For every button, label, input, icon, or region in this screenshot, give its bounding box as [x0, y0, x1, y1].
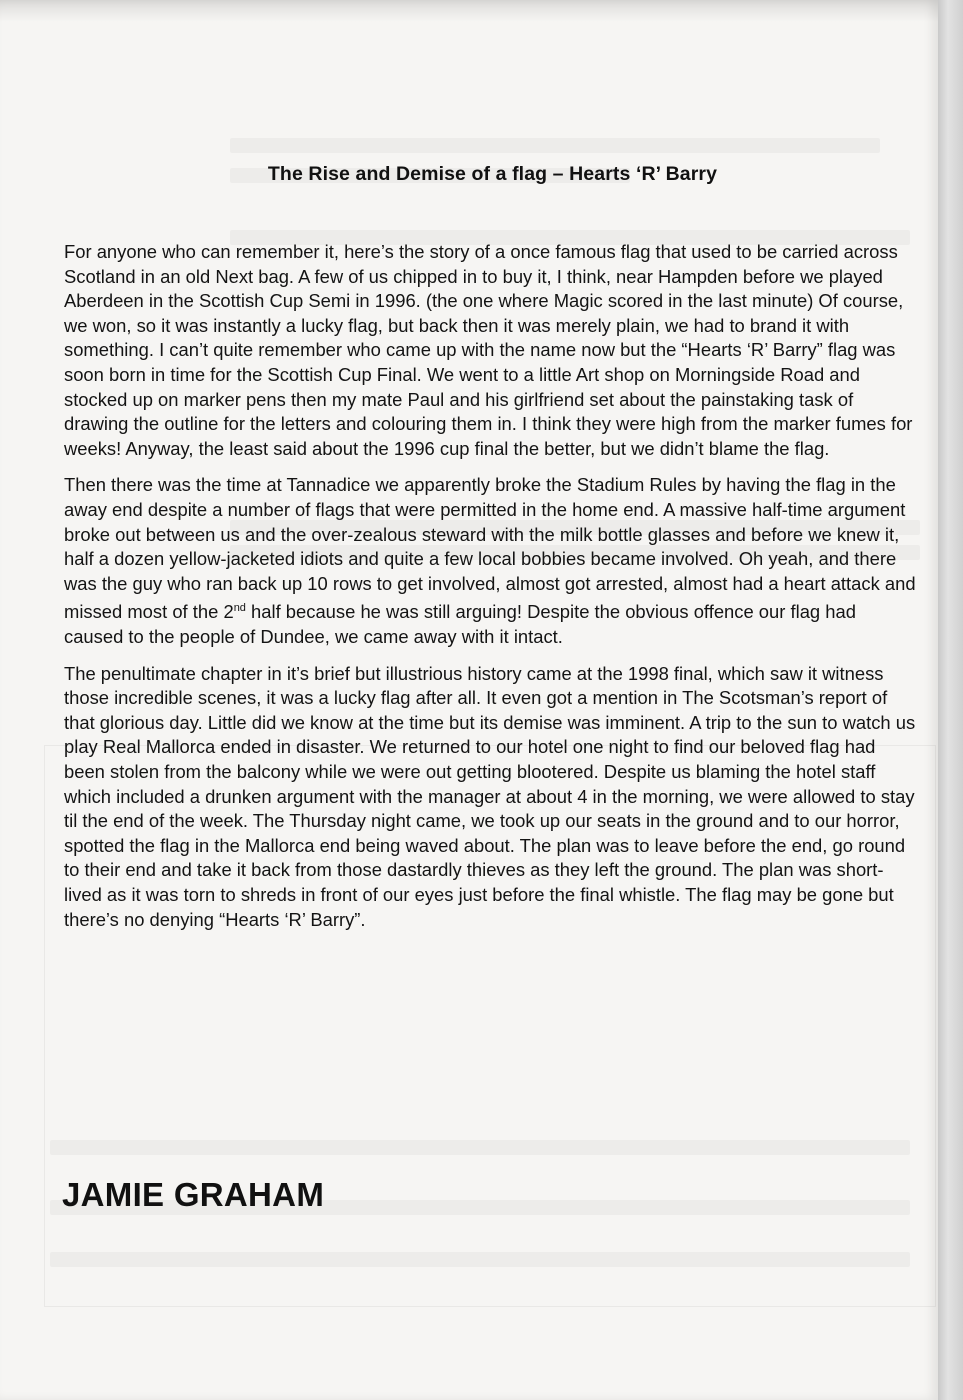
article-title: The Rise and Demise of a flag – Hearts ‘R’ Barry — [267, 163, 718, 186]
paragraph-2-text-after: half because he was still arguing! Despite the obvious offence our flag had caused to the people of Dundee, we came away with it intact. — [64, 601, 856, 648]
page-binding-edge — [938, 0, 963, 1400]
paragraph-2-text-before: Then there was the time at Tannadice we apparently broke the Stadium Rules by having the flag in the away end despite a number of flags that were permitted in the home end. A massive half-time argument broke out between us and the over-zealous steward with the milk bottle glasses and before we knew it, half a dozen yellow-jacketed idiots and quite a few local bobbies became involved. Oh yeah, and there was the guy who ran back up 10 rows to get involved, almost got arrested, almost had a heart attack and missed most of the 2 — [64, 474, 916, 623]
paragraph-1: For anyone who can remember it, here’s the story of a once famous flag that used to be carried across Scotland in an old Next bag. A few of us chipped in to buy it, I think, near Hampden before we played Aberdeen in the Scottish Cup Semi in 1996. (the one where Magic scored in the last minute) Of course, we won, so it was instantly a lucky flag, but back then it was merely plain, we had to brand it with something. I can’t quite remember who came up with the name now but the “Hearts ‘R’ Barry” flag was soon born in time for the Scottish Cup Final. We went to a little Art shop on Morningside Road and stocked up on marker pens then my mate Paul and his girlfriend set about the painstaking task of drawing the outline for the letters and colouring them in. I think they were high from the marker fumes for weeks! Anyway, the least said about the 1996 cup final the better, but we didn’t blame the flag. — [64, 241, 913, 459]
article-body — [64, 240, 920, 944]
author-name: JAMIE GRAHAM — [62, 1176, 325, 1213]
page-top-shadow — [0, 0, 938, 22]
paragraph-2 — [64, 473, 920, 649]
paragraph-3: The penultimate chapter in it’s brief but illustrious history came at the 1998 final, which saw it witness those incredible scenes, it was a lucky flag after all. It even got a mention in The Scotsman’s report of that glorious day. Little did we know at the time but its demise was imminent. A trip to the sun to watch us play Real Mallorca ended in disaster. We returned to our hotel one night to find our beloved flag had been stolen from the balcony while we were out getting blootered. Despite us blaming the hotel staff which included a drunken argument with the manager at about 4 in the morning, we were allowed to stay til the end of the week. The Thursday night came, we took up our seats in the ground and to our horror, spotted the flag in the Mallorca end being waved about. The plan was to leave before the end, go round to their end and take it back from those dastardly thieves as they left the ground. The plan was short-lived as it was torn to shreds in front of our eyes just before the final whistle. The flag may be gone but there’s no denying “Hearts ‘R’ Barry”. — [64, 662, 916, 930]
paragraph-2-superscript: nd — [233, 602, 246, 615]
